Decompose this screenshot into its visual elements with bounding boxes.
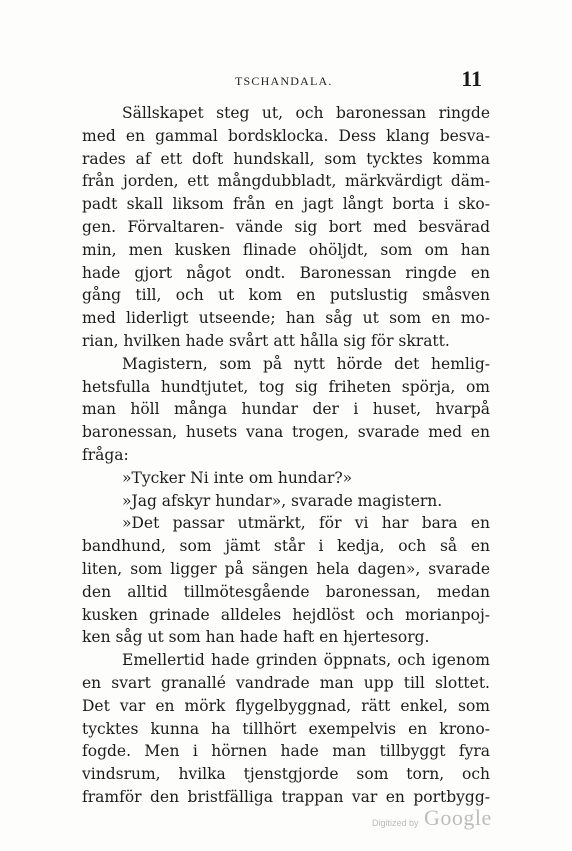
text-line: »Det passar utmärkt, för vi har bara en	[122, 514, 490, 533]
text-line: från jorden, ett mångdubbladt, märkvärdigt däm-	[82, 172, 490, 191]
text-line: min, men kusken flinade ohöljdt, som om han	[82, 240, 490, 259]
text-line: man höll många hundar der i huset, hvarpå	[82, 400, 490, 419]
text-line: Sällskapet steg ut, och baronessan ringde	[122, 104, 490, 122]
text-line: hade gjort något ondt. Baronessan ringde en	[82, 263, 490, 282]
text-line: rades af ett doft hundskall, som tycktes komma	[82, 149, 490, 168]
text-line: Emellertid hade grinden öppnats, och igenom	[122, 651, 490, 670]
text-line: fogde. Men i hörnen hade man tillbyggt fyra	[82, 742, 490, 761]
text-line: tycktes kunna ha tillhört exempelvis en krono-	[82, 719, 490, 738]
text-line: gång till, och ut kom en putslustig småsven	[82, 286, 490, 305]
digitization-watermark	[360, 805, 500, 835]
text-line: bandhund, som jämt står i kedja, och så en	[82, 537, 490, 556]
text-line: fråga:	[82, 445, 129, 464]
text-line: »Tycker Ni inte om hundar?»	[122, 468, 353, 487]
text-line: den alltid tillmötesgående baronessan, medan	[82, 582, 490, 601]
text-line: ken såg ut som han hade haft en hjertesorg.	[82, 628, 430, 647]
text-line: Det var en mörk flygelbyggnad, rätt enkel, som	[82, 696, 490, 715]
text-line: en svart granallé vandrade man upp till slottet.	[82, 673, 490, 692]
running-header	[82, 66, 490, 96]
page-number: 11	[461, 66, 482, 91]
google-logo: Google	[424, 805, 492, 830]
text-line: vindsrum, hvilka tjenstgjorde som torn, och	[82, 765, 490, 784]
text-line: »Jag afskyr hundar», svarade magistern.	[122, 491, 443, 510]
body-text	[82, 102, 490, 809]
text-line: padt skall liksom från en jagt långt borta i sko-	[82, 195, 490, 214]
text-line: baronessan, husets vana trogen, svarade med en	[82, 423, 490, 442]
text-line: gen. Förvaltaren- vände sig bort med besvärad	[82, 217, 490, 236]
text-line: med liderligt utseende; han såg ut som en mo-	[82, 309, 490, 328]
text-line: liten, som ligger på sängen hela dagen», svarade	[82, 559, 490, 578]
text-line: framför den bristfälliga trappan var en portbygg-	[82, 787, 490, 806]
text-line: Magistern, som på nytt hörde det hemlig-	[122, 354, 490, 373]
text-line: kusken grinade alldeles hejdlöst och morianpoj-	[82, 605, 490, 624]
text-line: rian, hvilken hade svårt att hålla sig för skratt.	[82, 331, 450, 350]
text-line: hetsfulla hundtjutet, tog sig friheten spörja, om	[82, 377, 490, 396]
text-line: med en gammal bordsklocka. Dess klang besva-	[82, 126, 490, 145]
digitized-by-label: Digitized by	[372, 818, 419, 828]
running-title: TSCHANDALA.	[235, 74, 333, 88]
